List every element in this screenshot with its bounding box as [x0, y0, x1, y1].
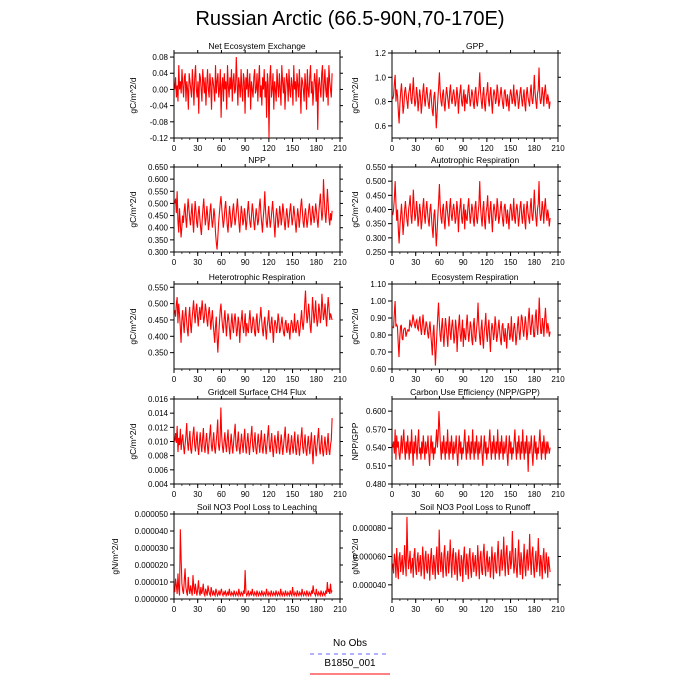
y-tick-label: 0.600 — [365, 407, 386, 417]
panel-6 — [350, 272, 565, 384]
x-tick-label: 90 — [240, 605, 250, 614]
panel-title: Soil NO3 Pool Loss to Leaching — [196, 502, 318, 512]
y-tick-label: 0.400 — [365, 205, 386, 215]
y-tick-label: 1.10 — [370, 280, 386, 289]
y-tick-label: 0.550 — [365, 163, 386, 172]
x-tick-label: 180 — [527, 490, 541, 499]
x-tick-label: 30 — [193, 258, 203, 267]
x-tick-label: 90 — [240, 490, 250, 499]
y-tick-label: -0.04 — [149, 101, 168, 111]
series-line-1 — [393, 517, 550, 582]
y-tick-label: 0.570 — [365, 425, 386, 435]
x-tick-label: 30 — [193, 375, 203, 384]
x-tick-label: 210 — [333, 605, 347, 614]
x-tick-label: 150 — [503, 144, 518, 153]
x-tick-label: 60 — [434, 375, 444, 384]
series-line-1 — [175, 57, 332, 138]
panel-10 — [350, 502, 565, 614]
y-tick-label: 0.008 — [147, 451, 168, 461]
y-tick-label: 0.014 — [147, 409, 168, 419]
x-tick-label: 150 — [285, 605, 300, 614]
x-tick-label: 30 — [411, 258, 421, 267]
panel-title: NPP — [248, 155, 266, 165]
panel-4 — [350, 155, 565, 267]
panel-title: Soil NO3 Pool Loss to Runoff — [419, 502, 531, 512]
x-tick-label: 60 — [216, 605, 226, 614]
x-tick-label: 120 — [480, 490, 494, 499]
panel-title: Gridcell Surface CH4 Flux — [207, 387, 307, 397]
y-tick-label: 0.000000 — [134, 595, 168, 604]
x-tick-label: 150 — [503, 490, 518, 499]
y-tick-label: 1.0 — [374, 73, 386, 83]
series-line-1 — [393, 298, 550, 366]
x-tick-label: 210 — [551, 605, 565, 614]
y-axis-label: gC/m^2/d — [350, 308, 360, 345]
panel-9 — [110, 502, 347, 614]
x-tick-label: 90 — [240, 144, 250, 153]
x-tick-label: 210 — [551, 144, 565, 153]
y-axis-label: NPP/GPP — [350, 422, 360, 461]
x-tick-label: 90 — [458, 375, 468, 384]
y-tick-label: 0.350 — [365, 219, 386, 229]
series-line-1 — [175, 529, 332, 595]
x-tick-label: 0 — [171, 258, 177, 267]
x-tick-label: 90 — [240, 375, 250, 384]
y-tick-label: 0.400 — [147, 223, 168, 233]
x-tick-label: 0 — [389, 144, 395, 153]
y-tick-label: 0.000080 — [352, 524, 386, 534]
panel-title: Carbon Use Efficiency (NPP/GPP) — [410, 387, 540, 397]
y-tick-label: 0.480 — [365, 480, 386, 489]
y-tick-label: 0.006 — [147, 465, 168, 475]
panel-8 — [350, 387, 565, 499]
x-tick-label: 120 — [480, 375, 494, 384]
x-tick-label: 60 — [434, 258, 444, 267]
series-line-1 — [175, 408, 332, 465]
y-tick-label: 0.004 — [147, 480, 168, 489]
y-tick-label: 0.6 — [374, 121, 386, 131]
y-tick-label: 0.000010 — [134, 578, 168, 587]
y-tick-label: 1.2 — [374, 49, 386, 58]
x-tick-label: 60 — [434, 605, 444, 614]
series-line-1 — [175, 179, 332, 249]
x-tick-label: 150 — [503, 605, 518, 614]
x-tick-label: 210 — [551, 258, 565, 267]
y-tick-label: 0.450 — [147, 315, 168, 325]
x-tick-label: 60 — [216, 144, 226, 153]
panel-title: Net Ecosystem Exchange — [208, 41, 306, 51]
panel-title: Heterotrophic Respiration — [208, 272, 306, 282]
y-axis-label: gC/m^2/d — [128, 423, 138, 460]
panel-2 — [350, 41, 565, 153]
y-tick-label: 0.000050 — [134, 510, 168, 519]
x-tick-label: 90 — [458, 490, 468, 499]
y-tick-label: 0.00 — [152, 85, 168, 95]
x-tick-label: 120 — [480, 144, 494, 153]
y-tick-label: 0.000030 — [134, 544, 168, 553]
x-tick-label: 150 — [503, 258, 518, 267]
x-tick-label: 150 — [285, 258, 300, 267]
x-tick-label: 90 — [458, 144, 468, 153]
x-tick-label: 150 — [285, 375, 300, 384]
x-tick-label: 0 — [389, 490, 395, 499]
x-tick-label: 60 — [216, 258, 226, 267]
y-tick-label: 0.000020 — [134, 561, 168, 570]
y-axis-label: gC/m^2/d — [128, 77, 138, 114]
x-tick-label: 180 — [309, 490, 323, 499]
x-tick-label: 0 — [389, 605, 395, 614]
y-tick-label: 0.300 — [147, 248, 168, 257]
panel-5 — [128, 272, 347, 384]
y-tick-label: 0.000040 — [352, 580, 386, 590]
x-tick-label: 210 — [333, 144, 347, 153]
y-axis-label: gN/m^2/d — [350, 538, 360, 575]
y-tick-label: 0.550 — [147, 187, 168, 197]
x-tick-label: 180 — [527, 605, 541, 614]
x-tick-label: 120 — [262, 605, 276, 614]
y-tick-label: 1.00 — [370, 297, 386, 306]
y-tick-label: 0.016 — [147, 395, 168, 404]
y-tick-label: 0.08 — [152, 53, 168, 63]
x-tick-label: 210 — [551, 490, 565, 499]
x-tick-label: 0 — [389, 375, 395, 384]
x-tick-label: 180 — [527, 375, 541, 384]
x-tick-label: 150 — [285, 144, 300, 153]
x-tick-label: 0 — [171, 144, 177, 153]
x-tick-label: 120 — [262, 375, 276, 384]
x-tick-label: 210 — [333, 490, 347, 499]
x-tick-label: 0 — [171, 490, 177, 499]
y-tick-label: 0.60 — [370, 365, 386, 374]
x-tick-label: 60 — [434, 490, 444, 499]
x-tick-label: 30 — [411, 605, 421, 614]
x-tick-label: 180 — [527, 258, 541, 267]
y-axis-label: gN/m^2/d — [110, 538, 120, 575]
panel-frame — [174, 284, 340, 369]
y-axis-label: gC/m^2/d — [350, 77, 360, 114]
y-tick-label: 0.510 — [365, 461, 386, 471]
panel-title: Autotrophic Respiration — [430, 155, 520, 165]
x-tick-label: 180 — [309, 375, 323, 384]
y-tick-label: 0.000040 — [134, 527, 168, 536]
y-axis-label: gC/m^2/d — [350, 191, 360, 228]
x-tick-label: 150 — [285, 490, 300, 499]
panel-title: Ecosystem Respiration — [431, 272, 519, 282]
panel-title: GPP — [466, 41, 484, 51]
x-tick-label: 120 — [480, 605, 494, 614]
series-line-1 — [393, 411, 550, 472]
figure-title: Russian Arctic (66.5-90N,70-170E) — [195, 8, 505, 30]
y-tick-label: 0.90 — [370, 314, 386, 323]
x-tick-label: 90 — [240, 258, 250, 267]
x-tick-label: 30 — [193, 490, 203, 499]
y-tick-label: 0.650 — [147, 163, 168, 172]
x-tick-label: 120 — [262, 144, 276, 153]
y-tick-label: 0.350 — [147, 235, 168, 245]
x-tick-label: 30 — [193, 605, 203, 614]
x-tick-label: 210 — [333, 375, 347, 384]
y-tick-label: 0.250 — [365, 248, 386, 257]
x-tick-label: 90 — [458, 258, 468, 267]
x-tick-label: 180 — [309, 258, 323, 267]
y-tick-label: 0.500 — [365, 177, 386, 187]
y-tick-label: -0.12 — [149, 134, 168, 143]
x-tick-label: 180 — [309, 605, 323, 614]
legend-label-model: B1850_001 — [324, 658, 376, 669]
series-line-1 — [175, 291, 332, 353]
legend-line-obs — [0, 652, 700, 656]
x-tick-label: 210 — [333, 258, 347, 267]
series-line-1 — [393, 68, 550, 129]
y-tick-label: 0.600 — [147, 175, 168, 185]
y-tick-label: 0.300 — [365, 233, 386, 243]
y-tick-label: 0.550 — [147, 283, 168, 293]
x-tick-label: 30 — [411, 144, 421, 153]
y-tick-label: 0.400 — [147, 332, 168, 342]
y-tick-label: 0.012 — [147, 423, 168, 433]
x-tick-label: 30 — [411, 375, 421, 384]
y-axis-label: gC/m^2/d — [128, 191, 138, 228]
y-tick-label: 0.450 — [365, 191, 386, 201]
x-tick-label: 0 — [171, 605, 177, 614]
y-tick-label: 0.000060 — [352, 552, 386, 562]
y-tick-label: 0.8 — [374, 97, 386, 107]
y-tick-label: 0.80 — [370, 331, 386, 340]
y-tick-label: 0.500 — [147, 299, 168, 309]
x-tick-label: 120 — [480, 258, 494, 267]
panel-1 — [128, 41, 347, 153]
legend-label-obs: No Obs — [333, 638, 367, 649]
panel-3 — [128, 155, 347, 267]
y-axis-label: gC/m^2/d — [128, 308, 138, 345]
x-tick-label: 60 — [216, 375, 226, 384]
x-tick-label: 30 — [193, 144, 203, 153]
y-tick-label: -0.08 — [149, 117, 168, 127]
y-tick-label: 0.350 — [147, 348, 168, 358]
x-tick-label: 120 — [262, 490, 276, 499]
y-tick-label: 0.450 — [147, 211, 168, 221]
x-tick-label: 0 — [389, 258, 395, 267]
y-tick-label: 0.010 — [147, 437, 168, 447]
x-tick-label: 0 — [171, 375, 177, 384]
y-tick-label: 0.500 — [147, 199, 168, 209]
x-tick-label: 210 — [551, 375, 565, 384]
y-tick-label: 0.70 — [370, 348, 386, 357]
x-tick-label: 30 — [411, 490, 421, 499]
x-tick-label: 180 — [309, 144, 323, 153]
y-tick-label: 0.540 — [365, 443, 386, 453]
series-line-1 — [393, 181, 550, 246]
x-tick-label: 150 — [503, 375, 518, 384]
x-tick-label: 120 — [262, 258, 276, 267]
x-tick-label: 180 — [527, 144, 541, 153]
x-tick-label: 60 — [216, 490, 226, 499]
y-tick-label: 0.04 — [152, 69, 168, 79]
panel-7 — [128, 387, 347, 499]
x-tick-label: 60 — [434, 144, 444, 153]
legend-line-model — [0, 672, 700, 676]
x-tick-label: 90 — [458, 605, 468, 614]
